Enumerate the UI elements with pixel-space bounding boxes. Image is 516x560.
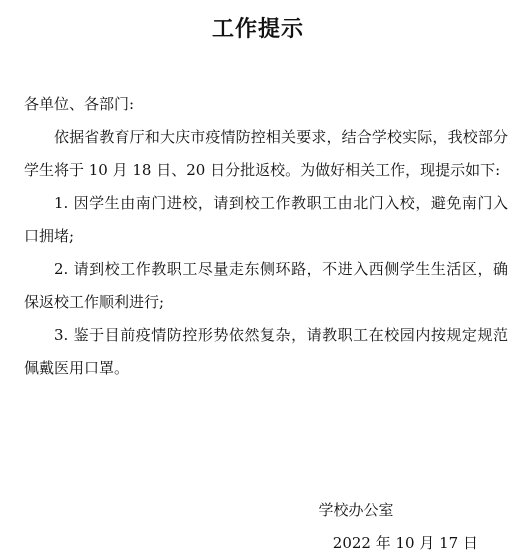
document-body bbox=[24, 88, 508, 385]
document-title: 工作提示 bbox=[211, 16, 304, 42]
notice-item-3: 3. 鉴于目前疫情防控形势依然复杂，请教职工在校园内按规定规范佩戴医用口罩。 bbox=[24, 326, 508, 377]
notice-item-1: 1. 因学生由南门进校，请到校工作教职工由北门入校，避免南门入口拥堵; bbox=[24, 194, 508, 245]
salutation: 各单位、各部门: bbox=[24, 95, 135, 113]
issue-date: 2022 年 10 月 17 日 bbox=[332, 534, 478, 552]
issuer-name: 学校办公室 bbox=[318, 501, 394, 519]
intro-paragraph: 依据省教育厅和大庆市疫情防控相关要求，结合学校实际，我校部分学生将于 10 月 18 日、20 日分批返校。为做好相关工作，现提示如下: bbox=[24, 128, 508, 179]
signature-block bbox=[256, 494, 478, 560]
notice-item-2: 2. 请到校工作教职工尽量走东侧环路，不进入西侧学生生活区，确保返校工作顺利进行; bbox=[24, 260, 508, 311]
